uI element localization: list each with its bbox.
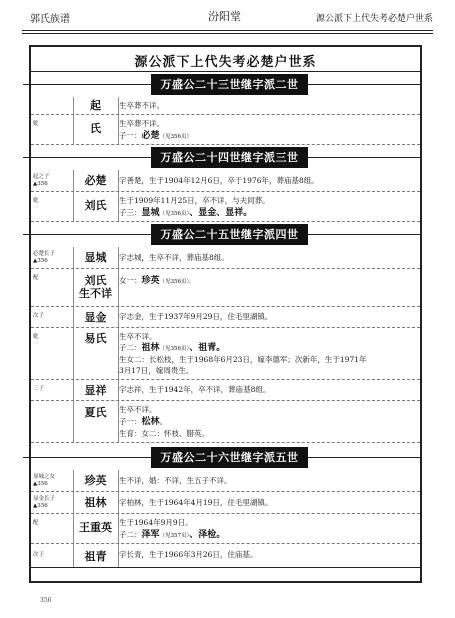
column-divider	[73, 115, 74, 144]
person-name: 刘氏 生不详	[79, 274, 112, 300]
column-divider	[118, 328, 119, 379]
generation-band: 万盛公二十五世继字派四世	[151, 224, 308, 245]
person-detail: 字柏林，生于1964年4月19日，住毛里湖镇。	[119, 498, 273, 507]
column-divider	[118, 115, 119, 144]
person-name: 易氏	[84, 332, 107, 345]
header-center: 汾阳堂	[208, 10, 241, 23]
person-daughters: 生女二：长松枝，生于1968年6月23日，嫁李德军；次新年，生于1971年	[119, 355, 367, 364]
table-row	[31, 470, 420, 492]
column-divider	[73, 97, 74, 114]
person-children: 子三：显城（见356页）、显金、显祥。	[119, 208, 253, 218]
column-divider	[118, 544, 119, 567]
person-children: 子一：松林。	[119, 417, 168, 427]
table-row	[31, 97, 420, 115]
column-divider	[118, 470, 119, 491]
person-name: 必楚	[84, 174, 107, 187]
relation-label: 妣	[33, 198, 39, 204]
table-row	[31, 115, 420, 145]
table-row	[31, 328, 420, 380]
column-divider	[73, 401, 74, 442]
genealogy-frame	[29, 45, 422, 583]
relation-label: 显城之女 ▲356	[33, 474, 56, 487]
person-detail: 生于1909年11月25日，卒不详，与夫同葬。	[119, 196, 270, 205]
column-divider	[73, 307, 74, 327]
table-row	[31, 247, 420, 269]
column-divider	[118, 192, 119, 221]
person-name: 氏	[90, 122, 101, 135]
person-detail: 生卒葬不详。	[119, 119, 164, 128]
person-children: 女一：珍英（见356页）。	[119, 276, 195, 286]
page-title: 源公派下上代失考必楚户世系	[134, 55, 317, 70]
person-name: 珍英	[84, 474, 107, 487]
column-divider	[118, 97, 119, 114]
relation-label: 妣	[33, 121, 39, 127]
table-row	[31, 269, 420, 307]
column-divider	[118, 269, 119, 306]
header-left: 郭氏族谱	[30, 14, 70, 25]
person-detail: 生卒葬不详。	[119, 101, 164, 110]
person-name: 祖林	[84, 496, 107, 509]
person-detail: 字志金，生于1937年9月29日，住毛里湖镇。	[119, 312, 273, 321]
person-name: 显城	[84, 251, 107, 264]
relation-label: 三子	[33, 386, 45, 392]
person-detail: 生于1964年9月9日。	[119, 518, 193, 527]
relation-label: 配	[33, 275, 39, 281]
person-name: 显金	[84, 311, 107, 324]
table-row	[31, 380, 420, 401]
relation-label: 次子	[33, 552, 45, 558]
page-number: 356	[40, 597, 52, 604]
relation-label: 必楚长子 ▲356	[33, 251, 56, 264]
person-children: 子一：必楚（见356页）	[119, 131, 193, 141]
column-divider	[118, 170, 119, 191]
column-divider	[73, 247, 74, 268]
person-name: 夏氏	[84, 406, 107, 419]
column-divider	[73, 470, 74, 491]
person-daughters-cont: 3月17日，嫁周贵生。	[119, 366, 194, 375]
column-divider	[73, 170, 74, 191]
relation-label: 起之子 ▲356	[33, 174, 50, 187]
table-row	[31, 544, 420, 568]
page-header	[0, 8, 455, 26]
column-divider	[73, 380, 74, 400]
generation-band: 万盛公二十四世继字派三世	[151, 147, 308, 168]
person-detail: 字善楚，生于1904年12月6日，卒于1976年，葬庙基8组。	[119, 176, 319, 185]
person-detail: 生卒不详。	[119, 405, 157, 414]
relation-label: 次子	[33, 313, 45, 319]
table-row	[31, 514, 420, 544]
title-rule	[31, 71, 420, 72]
person-name: 王重英	[79, 521, 112, 534]
relation-label: 显金长子 ▲356	[33, 496, 56, 509]
column-divider	[73, 192, 74, 221]
header-rule-2	[22, 33, 433, 34]
column-divider	[118, 307, 119, 327]
relation-label: 妣	[33, 334, 39, 340]
table-row	[31, 492, 420, 514]
column-divider	[118, 380, 119, 400]
column-divider	[73, 514, 74, 543]
column-divider	[118, 492, 119, 513]
person-detail: 字长青，生于1966年3月26日，住庙基。	[119, 550, 258, 559]
generation-band: 万盛公二十六世继字派五世	[151, 447, 308, 468]
column-divider	[73, 492, 74, 513]
column-divider	[118, 247, 119, 268]
person-daughters: 生育：女二：怀枝、腊英。	[119, 429, 209, 438]
header-rule	[22, 30, 433, 31]
person-detail: 字志城，生卒不详，葬庙基8组。	[119, 253, 229, 262]
person-name: 刘氏	[84, 199, 107, 212]
column-divider	[118, 401, 119, 442]
column-divider	[118, 514, 119, 543]
person-name: 祖青	[84, 550, 107, 563]
person-detail: 生不详，婚：不详，生五子不详。	[119, 476, 232, 485]
table-row	[31, 307, 420, 328]
table-row	[31, 192, 420, 222]
relation-label: 配	[33, 520, 39, 526]
table-row	[31, 170, 420, 192]
person-detail: 字志祥，生于1942年，卒不详，葬庙基8组。	[119, 385, 271, 394]
table-row	[31, 401, 420, 443]
generation-band: 万盛公二十三世继字派二世	[151, 74, 308, 95]
person-name: 起	[90, 99, 101, 112]
column-divider	[73, 269, 74, 306]
column-divider	[73, 544, 74, 567]
header-right: 源公派下上代失考必楚户世系	[315, 14, 433, 24]
person-children: 子二：祖林（见356页）、祖青。	[119, 343, 226, 353]
person-children: 子二：泽军（见357页）、泽检。	[119, 530, 226, 540]
person-detail: 生卒不详。	[119, 332, 157, 341]
column-divider	[73, 328, 74, 379]
person-name: 显祥	[84, 384, 107, 397]
